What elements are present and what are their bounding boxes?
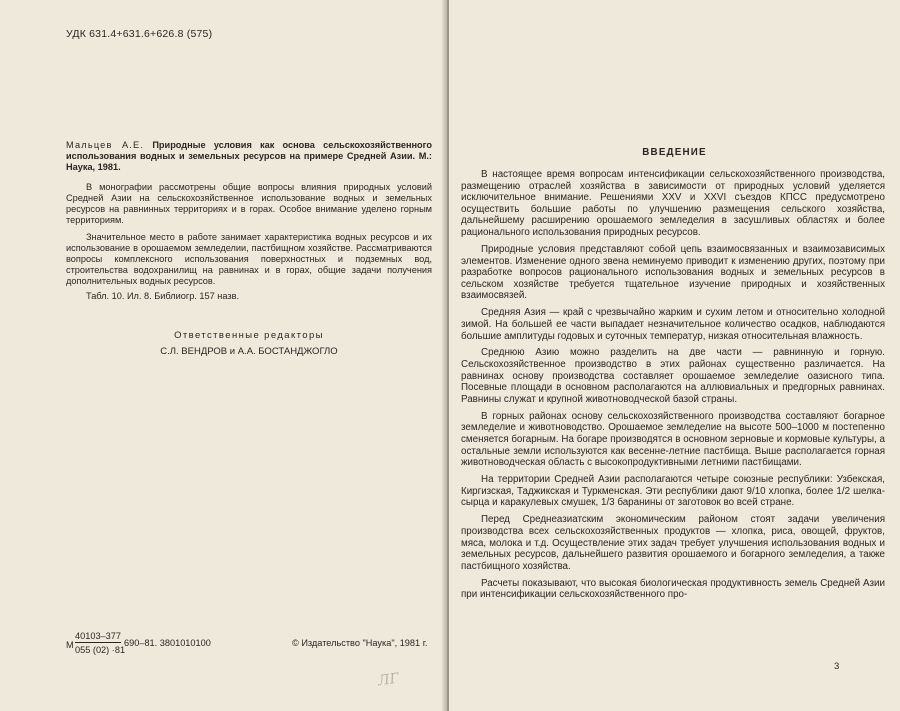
copyright-notice: © Издательство "Наука", 1981 г. — [292, 638, 428, 648]
chapter-body — [461, 169, 885, 606]
body-paragraph: Природные условия представляют собой цепь взаимосвязанных и взаимозависимых элементов. Изменение одного звена неминуемо приводит к изменению других, поэтому при разработке вопросов рационального использования водных и земельных ресурсов в сельском хозяйстве требуется тщательное изучение природных и хозяйственных взаимосвязей. — [461, 243, 885, 302]
author-name: Мальцев А.Е. — [66, 140, 145, 150]
right-page — [449, 0, 900, 711]
annotation-paragraph: Значительное место в работе занимает характеристика водных ресурсов и их использование в орошаемом земледелии, пастбищном хозяйстве. Рассматриваются вопросы комплексного использования поверхностных и подземных вод, строительства водохранилищ на равнинах и в горах, общие задачи получения дополнительных водных ресурсов. — [66, 232, 432, 286]
imprint-denominator: 055 (02) ·81 — [75, 645, 126, 655]
body-paragraph: Среднюю Азию можно разделить на две части — равнинную и горную. Сельскохозяйственное производство в этих районах существенно различается. На равнинах основу производства составляет орошаемое земледелие оазисного типа. Посевные площади в основном располагаются на аллювиальных и предгорных равнинах. Равнины служат и крупной животноводческой базой страны. — [461, 347, 885, 405]
udk-code: УДК 631.4+631.6+626.8 (575) — [66, 28, 213, 40]
chapter-title: ВВЕДЕНИЕ — [642, 147, 707, 158]
editors-label: Ответственные редакторы — [174, 330, 324, 341]
imprint-code: 690–81. 3801010100 — [124, 638, 211, 648]
book-title-citation: Природные условия как основа сельскохозяйственного использования водных и земельных ресурсов на примере Средней Азии. М.: Наука, 1981. — [66, 140, 432, 172]
annotation-block — [66, 140, 432, 308]
annotation-stats: Табл. 10. Ил. 8. Библиогр. 157 назв. — [86, 291, 240, 301]
body-paragraph: В настоящее время вопросам интенсификации сельскохозяйственного производства, размещению отраслей хозяйства в зависимости от природных условий уделяется исключительное внимание. Решениями XXV и XXVI съездов КПСС предусмотрено осуществить большие работы по улучшению размещения сельского хозяйства, дальнейшему расширению орошаемого земледелия в засушливых областях и более рационального использования природных ресурсов. — [461, 169, 885, 238]
bibliographic-citation — [66, 140, 432, 173]
body-paragraph: Расчеты показывают, что высокая биологическая продуктивность земель Средней Азии при интенсификации сельскохозяйственного про- — [461, 577, 885, 601]
imprint-numerator: 40103–377 — [75, 631, 121, 641]
annotation-paragraph: В монографии рассмотрены общие вопросы влияния природных условий Средней Азии на сельскохозяйственное использование водных и земельных ресурсов на равнинных территориях и в горах. Особое внимание уделено горным территориям. — [66, 182, 432, 225]
body-paragraph: Средняя Азия — край с чрезвычайно жарким и сухим летом и относительно холодной зимой. На большей ее части выпадает незначительное количество осадков, наблюдаются большие амплитуды годовых и суточных температур, низкая относительная влажность. — [461, 307, 885, 342]
left-page — [0, 0, 447, 711]
handwritten-mark: ЛГ — [376, 670, 400, 690]
page-number: 3 — [834, 661, 840, 672]
imprint-letter: М — [66, 640, 74, 650]
body-paragraph: На территории Средней Азии располагаются четыре союзные республики: Узбекская, Киргизская, Таджикская и Туркменская. Эти республики дают 9/10 хлопка, более 1/2 шелка-сырца и каракулевых смушек, 1/3 баранины от заготовок во всей стране. — [461, 474, 885, 509]
editors-names: С.Л. ВЕНДРОВ и А.А. БОСТАНДЖОГЛО — [160, 346, 338, 357]
body-paragraph: Перед Среднеазиатским экономическим районом стоят задачи увеличения производства всех сельскохозяйственных продуктов — хлопка, риса, овощей, фруктов, мяса, молока и т.д. Осуществление этих задач требует улучшения использования водных и земельных ресурсов, дальнейшего развития орошаемого и богарного земледелия, а также пастбищного хозяйства. — [461, 514, 885, 572]
editors-block — [66, 328, 432, 360]
body-paragraph: В горных районах основу сельскохозяйственного производства составляют богарное земледелие и животноводство. Орошаемое земледелие на высоте 500–1000 м постепенно сменяется богарным. На богаре производятся в основном зерновые и кормовые культуры, а остальные земли используются как весенне-летние пастбища. Выше располагается горная животноводческая область с высокопродуктивными летними пастбищами. — [461, 410, 885, 469]
